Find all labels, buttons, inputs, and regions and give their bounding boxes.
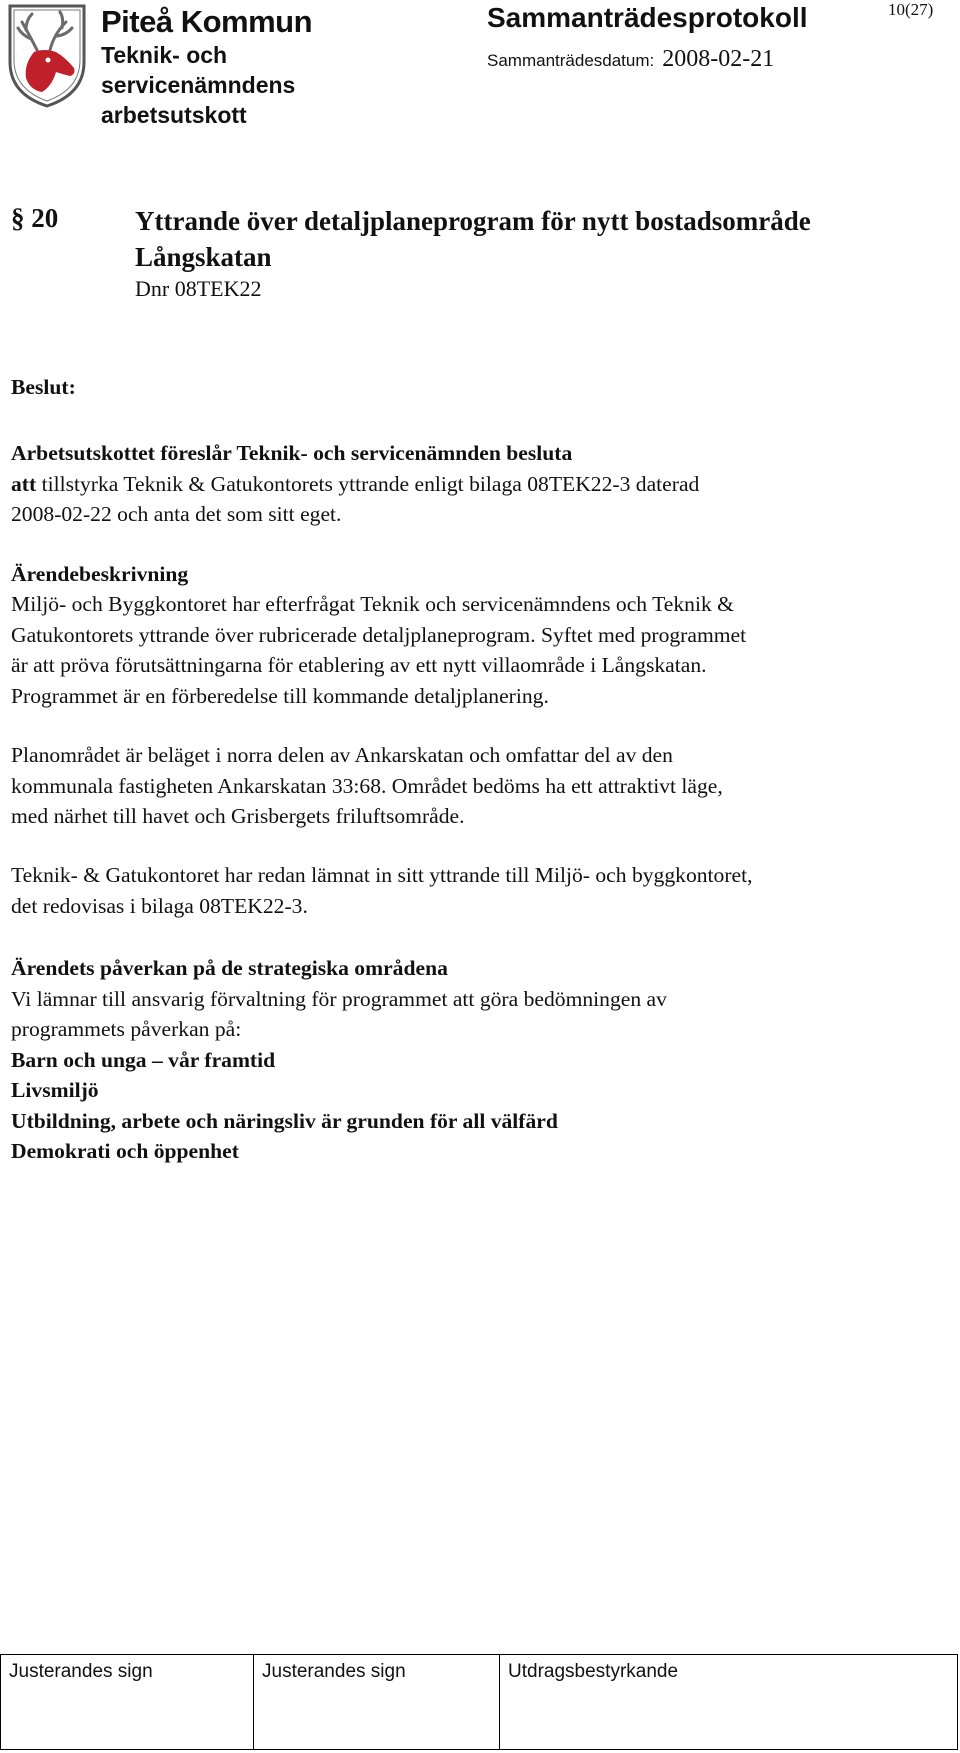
text-line: Miljö- och Byggkontoret har efterfrågat Teknik och servicenämndens och Teknik &: [11, 592, 734, 616]
decision-proposal: Arbetsutskottet föreslår Teknik- och servicenämnden besluta: [11, 441, 573, 465]
text-line: kommunala fastigheten Ankarskatan 33:68. Området bedöms ha ett attraktivt läge,: [11, 773, 723, 798]
decision-heading: Beslut:: [11, 375, 76, 399]
strategic-heading: Ärendets påverkan på de strategiska områdena: [11, 956, 448, 980]
committee-name-line: Teknik- och: [101, 42, 228, 68]
decision-text: [11, 438, 951, 530]
signature-cell-label: Justerandes sign: [262, 1661, 406, 1682]
committee-name-line: arbetsutskott: [101, 102, 247, 128]
text-line: är att pröva förutsättningarna för etablering av ett nytt villaområde i Långskatan.: [11, 653, 707, 677]
decision-att-text: tillstyrka Teknik & Gatukontorets yttrande enligt bilaga 08TEK22-3 daterad: [36, 471, 700, 496]
paragraph-number: § 20: [11, 203, 59, 233]
page-number: 10(27): [888, 0, 934, 19]
description-paragraph: [11, 589, 951, 711]
description-paragraph: [11, 860, 951, 921]
certification-cell-label: Utdragsbestyrkande: [508, 1661, 679, 1682]
certification-cell: [499, 1655, 957, 1749]
text-line: Vi lämnar till ansvarig förvaltning för programmet att göra bedömningen av: [11, 986, 667, 1011]
text-line: programmets påverkan på:: [11, 1017, 242, 1041]
organization-name: Piteå Kommun: [101, 4, 313, 39]
description-paragraph: [11, 740, 951, 832]
text-line: det redovisas i bilaga 08TEK22-3.: [11, 893, 308, 918]
signature-cell: [0, 1655, 253, 1749]
text-line: med närhet till havet och Grisbergets friluftsområde.: [11, 804, 465, 828]
text-line: Programmet är en förberedelse till kommande detaljplanering.: [11, 683, 549, 708]
signature-table: [0, 1654, 958, 1750]
strategic-area: Utbildning, arbete och näringsliv är grunden för all välfärd: [11, 1108, 558, 1133]
meeting-date-label: Sammanträdesdatum:: [487, 51, 655, 70]
meeting-date-row: [487, 46, 774, 73]
decision-att-text-continued: 2008-02-22 och anta det som sitt eget.: [11, 502, 342, 526]
att-keyword: att: [11, 471, 37, 496]
text-line: Planområdet är beläget i norra delen av Ankarskatan och omfattar del av den: [11, 743, 673, 767]
text-line: Teknik- & Gatukontoret har redan lämnat in sitt yttrande till Miljö- och byggkontoret,: [11, 863, 753, 887]
meeting-date-value: 2008-02-21: [662, 46, 775, 72]
strategic-area: Barn och unga – vår framtid: [11, 1047, 276, 1072]
strategic-area: Demokrati och öppenhet: [11, 1139, 239, 1163]
description-heading: Ärendebeskrivning: [11, 562, 189, 586]
document-type: Sammanträdesprotokoll: [487, 2, 808, 33]
signature-cell: [253, 1655, 499, 1749]
signature-cell-label: Justerandes sign: [9, 1661, 153, 1682]
text-line: Gatukontorets yttrande över rubricerade detaljplaneprogram. Syftet med programmet: [11, 622, 747, 647]
reindeer-crest-icon: [4, 2, 90, 110]
case-title: Yttrande över detaljplaneprogram för nytt bostadsområde Långskatan: [135, 206, 811, 272]
strategic-area: Livsmiljö: [11, 1078, 99, 1102]
decision-att-line: [11, 469, 951, 500]
strategic-section: [11, 953, 951, 1167]
committee-name-line: servicenämndens: [101, 72, 296, 98]
case-reference-number: Dnr 08TEK22: [135, 276, 262, 301]
committee-name: [101, 40, 295, 130]
